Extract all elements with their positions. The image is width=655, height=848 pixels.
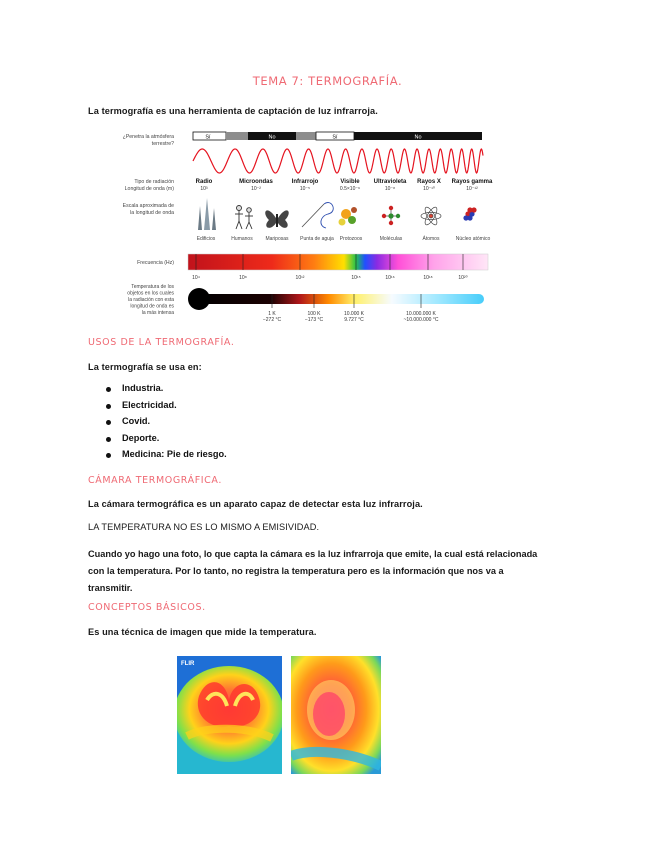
uses-list xyxy=(106,383,227,466)
penetrates-label-1: ¿Penetra la atmósfera xyxy=(122,134,174,140)
wavelength-visible: 0.5×10⁻⁶ xyxy=(339,186,361,192)
temp-4-k: 10.000.000 K xyxy=(406,311,436,317)
buildings-icon xyxy=(198,198,216,230)
temp-3-c: 9.727 °C xyxy=(344,317,364,323)
scale-buildings: Edificios xyxy=(196,236,216,242)
protozoa-icon xyxy=(339,207,358,226)
scale-humans: Humanos xyxy=(231,236,253,242)
list-item: Medicina: Pie de riesgo. xyxy=(106,449,227,466)
scale-label-1: Escala aproximada de xyxy=(122,203,174,209)
penetrates-bar-transition-2 xyxy=(296,132,316,140)
electromagnetic-spectrum-figure xyxy=(88,128,508,330)
penetrates-bar-transition-1 xyxy=(226,132,248,140)
temp-2-c: −173 °C xyxy=(304,317,324,323)
freq-tick-5: 10¹⁶ xyxy=(385,275,395,281)
uses-lead: La termografía se usa en: xyxy=(88,362,202,372)
wavelength-gamma: 10⁻¹² xyxy=(466,186,478,192)
penetrates-text-2: No xyxy=(268,134,276,141)
scale-needle: Punta de aguja xyxy=(300,236,334,242)
intro-text: La termografía es una herramienta de captación de luz infrarroja. xyxy=(88,106,378,116)
flir-logo: FLIR xyxy=(181,661,195,667)
freq-tick-6: 10¹⁸ xyxy=(423,275,433,281)
frequency-bar xyxy=(188,254,488,270)
penetrates-text-3: Sí xyxy=(332,134,338,141)
wavelength-ultraviolet: 10⁻⁸ xyxy=(384,186,396,192)
thermal-image-closeup xyxy=(291,656,381,774)
wavelength-radio: 10³ xyxy=(200,186,208,192)
frequency-label: Frecuencia (Hz) xyxy=(137,260,174,266)
temp-label-4: longitud de onda es xyxy=(130,303,174,310)
freq-tick-2: 10⁸ xyxy=(239,275,247,281)
scale-nucleus: Núcleo atómico xyxy=(455,236,491,242)
temp-3-k: 10.000 K xyxy=(343,311,365,317)
penetrates-text-1: Sí xyxy=(205,134,211,141)
type-label-1: Tipo de radiación xyxy=(134,179,174,185)
temp-label-3: la radiación con esta xyxy=(128,297,174,303)
atom-icon xyxy=(421,206,441,227)
scale-protozoa: Protozoos xyxy=(339,236,363,242)
type-ultraviolet: Ultravioleta xyxy=(373,179,407,185)
butterfly-icon xyxy=(265,210,288,228)
list-item: Electricidad. xyxy=(106,400,227,417)
concepts-heading: CONCEPTOS BÁSICOS. xyxy=(88,602,206,613)
type-infrared: Infrarrojo xyxy=(291,179,319,185)
temp-label-1: Temperatura de los xyxy=(131,284,174,290)
camera-paragraph-3: Cuando yo hago una foto, lo que capta la cámara es la luz infrarroja que emite, la cual está relacionada con la temperatura. Por lo tanto, no registra la temperatura pero es la información que nos va a transmitir. xyxy=(88,549,538,593)
temperature-bar xyxy=(196,294,484,304)
concepts-paragraph-1: Es una técnica de imagen que mide la temperatura. xyxy=(88,627,317,637)
list-item: Deporte. xyxy=(106,433,227,450)
camera-paragraph-1: La cámara termográfica es un aparato capaz de detectar esta luz infrarroja. xyxy=(88,499,423,509)
freq-tick-7: 10²⁰ xyxy=(458,275,468,281)
camera-heading: CÁMARA TERMOGRÁFICA. xyxy=(88,475,222,486)
wavelength-infrared: 10⁻⁵ xyxy=(299,186,311,192)
molecule-icon xyxy=(382,206,400,225)
temperature-bulb xyxy=(188,288,210,310)
temp-2-k: 100 K xyxy=(307,311,321,317)
list-item: Industria. xyxy=(106,383,227,400)
scale-molecules: Moléculas xyxy=(379,236,403,242)
freq-tick-3: 10¹² xyxy=(295,275,305,281)
type-radio: Radio xyxy=(195,179,213,185)
wavelength-microwave: 10⁻² xyxy=(251,186,261,192)
humans-icon xyxy=(235,206,253,230)
nucleus-icon xyxy=(463,207,476,220)
uses-heading: USOS DE LA TERMOGRAFÍA. xyxy=(88,337,235,348)
temp-label-5: la más intensa xyxy=(141,310,174,316)
camera-paragraph-2: LA TEMPERATURA NO ES LO MISMO A EMISIVIDAD. xyxy=(88,522,320,532)
list-item: Covid. xyxy=(106,416,227,433)
temp-1-k: 1 K xyxy=(268,311,276,317)
penetrates-label-2: terrestre? xyxy=(151,141,174,147)
temp-label-2: objetos en los cuales xyxy=(127,290,174,297)
wavelength-xray: 10⁻¹⁰ xyxy=(423,186,435,192)
wavelength-wave xyxy=(193,149,483,173)
temp-4-c: ~10.000.000 °C xyxy=(403,317,439,323)
freq-tick-1: 10⁴ xyxy=(192,275,200,281)
freq-tick-4: 10¹⁵ xyxy=(351,275,361,281)
needle-icon xyxy=(302,203,333,228)
scale-butterflies: Mariposas xyxy=(265,236,289,242)
thermal-image-hands xyxy=(177,656,282,774)
type-gamma: Rayos gamma xyxy=(451,179,493,185)
temp-1-c: −272 °C xyxy=(262,317,282,323)
scale-atoms: Átomos xyxy=(422,236,440,242)
page-title: TEMA 7: TERMOGRAFÍA. xyxy=(252,74,403,88)
penetrates-text-4: No xyxy=(414,134,422,141)
type-xray: Rayos X xyxy=(417,179,441,185)
type-visible: Visible xyxy=(340,179,360,185)
type-label-2: Longitud de onda (m) xyxy=(124,186,174,192)
type-microwave: Microondas xyxy=(239,179,273,185)
scale-label-2: la longitud de onda xyxy=(130,210,174,216)
